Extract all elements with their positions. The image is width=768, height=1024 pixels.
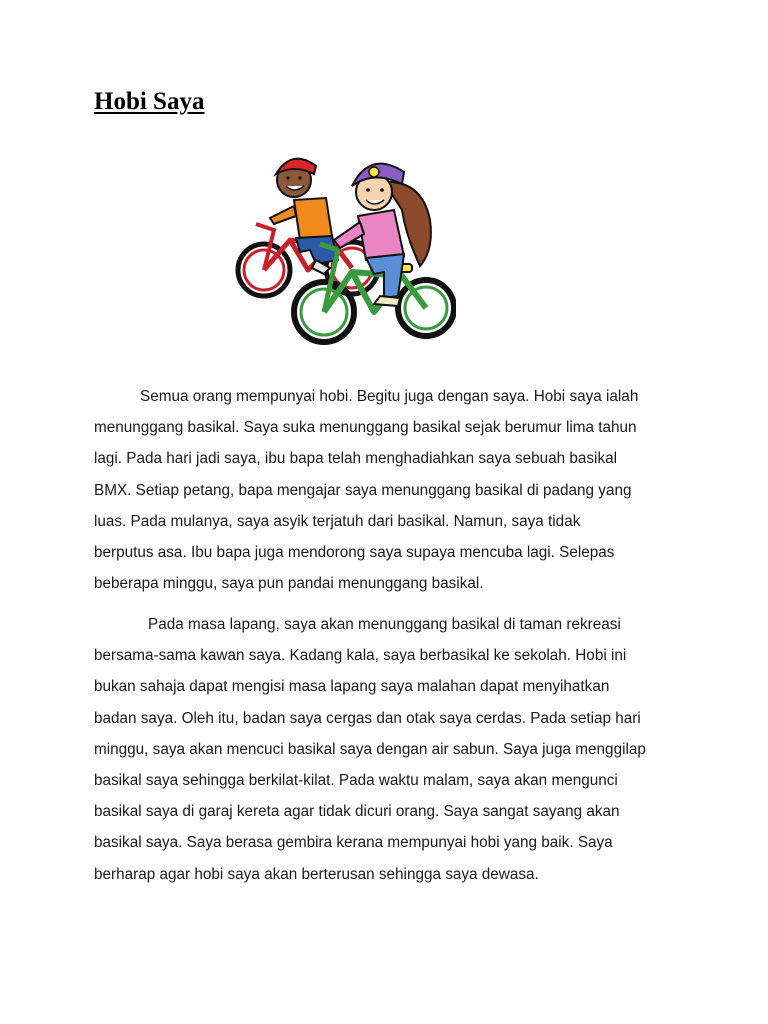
paragraph-line: Semua orang mempunyai hobi. Begitu juga dengan saya. Hobi saya ialah	[140, 388, 639, 405]
paragraph-line: basikal saya sehingga berkilat-kilat. Pada waktu malam, saya akan mengunci	[94, 772, 618, 790]
paragraph-line: basikal saya di garaj kereta agar tidak dicuri orang. Saya sangat sayang akan	[94, 803, 620, 821]
paragraph-line: luas. Pada mulanya, saya asyik terjatuh dari basikal. Namun, saya tidak	[94, 512, 581, 530]
paragraph-line: berputus asa. Ibu bapa juga mendorong saya supaya mencuba lagi. Selepas	[94, 544, 615, 562]
paragraph-line: minggu, saya akan mencuci basikal saya dengan air sabun. Saya juga menggilap	[94, 740, 646, 758]
paragraph-line: bersama-sama kawan saya. Kadang kala, saya berbasikal ke sekolah. Hobi ini	[94, 647, 627, 665]
paragraph-line: BMX. Setiap petang, bapa mengajar saya menunggang basikal di padang yang	[94, 481, 632, 499]
paragraph-line: Pada masa lapang, saya akan menunggang basikal di taman rekreasi	[148, 616, 621, 633]
paragraph-line: menunggang basikal. Saya suka menunggang basikal sejak berumur lima tahun	[94, 419, 637, 437]
children-riding-bicycles-illustration	[234, 140, 456, 362]
paragraph-line: bukan sahaja dapat mengisi masa lapang saya malahan dapat menyihatkan	[94, 678, 610, 696]
paragraph-line: lagi. Pada hari jadi saya, ibu bapa telah menghadiahkan saya sebuah basikal	[94, 450, 618, 468]
paragraph-line: badan saya. Oleh itu, badan saya cergas dan otak saya cerdas. Pada setiap hari	[94, 709, 641, 727]
paragraph-1	[94, 381, 694, 599]
paragraph-line: berharap agar hobi saya akan berterusan sehingga saya dewasa.	[94, 865, 539, 883]
paragraph-line: basikal saya. Saya berasa gembira kerana mempunyai hobi yang baik. Saya	[94, 834, 613, 852]
document-title: Hobi Saya	[94, 88, 205, 115]
paragraph-2	[94, 609, 694, 890]
paragraph-line: beberapa minggu, saya pun pandai menunggang basikal.	[94, 575, 484, 593]
